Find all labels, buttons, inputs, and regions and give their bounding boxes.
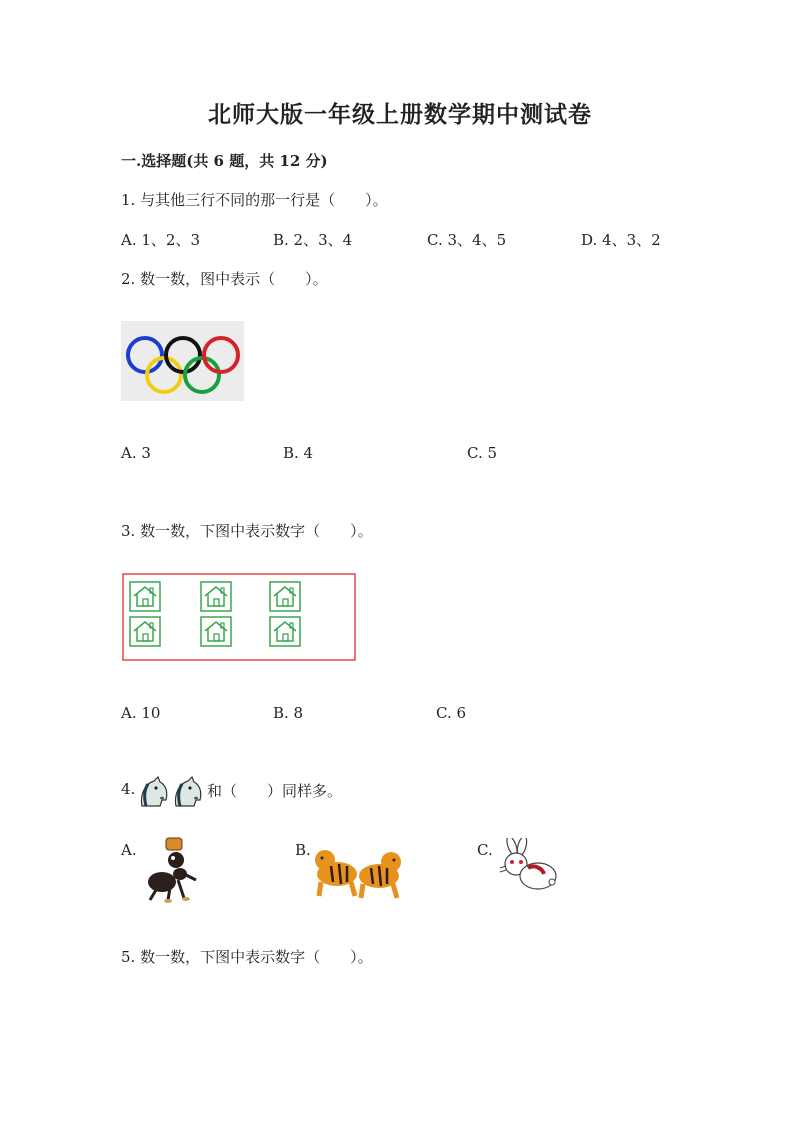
q4-option-c[interactable]: C. <box>477 841 493 859</box>
question-3-text: 3. 数一数，下图中表示数字（ ）。 <box>121 522 373 540</box>
question-4-text: 和（ ）同样多。 <box>207 782 343 800</box>
tiger-icon <box>311 838 403 900</box>
horse-head-icon <box>176 777 201 806</box>
horse-heads-image <box>136 776 206 812</box>
q2-option-b[interactable]: B. 4 <box>283 444 314 462</box>
question-1-text: 1. 与其他三行不同的那一行是（ ）。 <box>121 191 388 209</box>
q1-option-b[interactable]: B. 2、3、4 <box>273 231 353 249</box>
ant-icon <box>140 836 210 904</box>
question-4-number: 4. <box>121 780 136 798</box>
q4-option-a[interactable]: A. <box>121 841 137 859</box>
q3-option-b[interactable]: B. 8 <box>273 704 304 722</box>
q1-option-a[interactable]: A. 1、2、3 <box>121 231 200 249</box>
q4-option-b[interactable]: B. <box>295 841 311 859</box>
q2-option-a[interactable]: A. 3 <box>121 444 151 462</box>
horse-head-icon <box>142 777 167 806</box>
question-2-text: 2. 数一数，图中表示（ ）。 <box>121 270 328 288</box>
section-heading: 一.选择题(共 6 题，共 12 分) <box>121 152 328 170</box>
tiger-icon <box>359 852 401 898</box>
tiger-icon <box>315 850 357 896</box>
page-title: 北师大版一年级上册数学期中测试卷 <box>208 101 592 128</box>
q1-option-d[interactable]: D. 4、3、2 <box>581 231 661 249</box>
q1-option-c[interactable]: C. 3、4、5 <box>427 231 507 249</box>
houses-box <box>122 573 358 663</box>
q3-option-c[interactable]: C. 6 <box>436 704 467 722</box>
rabbit-icon <box>494 838 564 898</box>
q2-option-c[interactable]: C. 5 <box>467 444 498 462</box>
q3-option-a[interactable]: A. 10 <box>121 704 161 722</box>
olympic-rings-image <box>121 321 244 401</box>
question-5-text: 5. 数一数，下图中表示数字（ ）。 <box>121 948 373 966</box>
